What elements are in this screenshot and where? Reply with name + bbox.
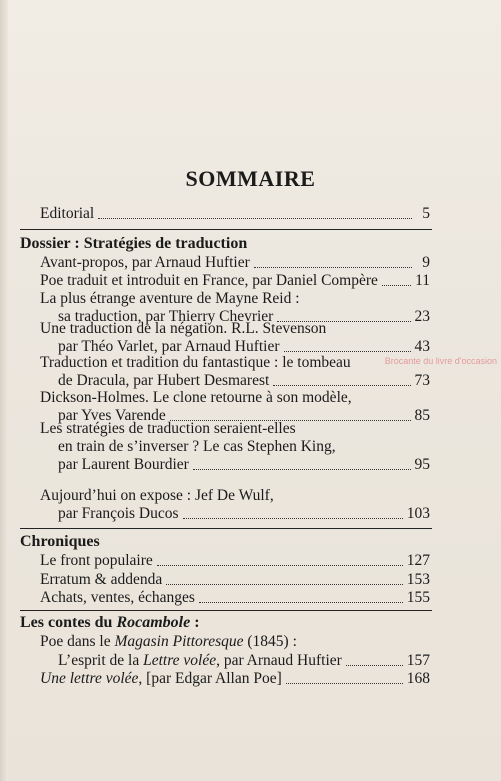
entry-text: , par Arnaud Huftier [216, 652, 342, 669]
toc-entry-expose-line1: Aujourd’hui on expose : Jef De Wulf, [40, 487, 274, 504]
section-divider [20, 528, 432, 529]
dot-leader [199, 602, 403, 603]
toc-entry-dickson-line1: Dickson-Holmes. Le clone retourne à son modèle, [40, 389, 352, 406]
toc-entry-king-line2: en train de s’inverser ? Le cas Stephen King, [58, 438, 336, 455]
toc-entry-label: Editorial [40, 205, 95, 222]
dot-leader [98, 218, 412, 219]
toc-entry-page: 5 [422, 205, 430, 222]
toc-entry-page: 11 [415, 272, 430, 289]
toc-entry-king-line1: Les stratégies de traduction seraient-elles [40, 420, 296, 437]
toc-entry-label: Achats, ventes, échanges [40, 589, 195, 606]
entry-text: (1845) : [243, 633, 297, 650]
section-heading-chroniques: Chroniques [20, 533, 100, 550]
toc-entry-label: Poe traduit et introduit en France, par Daniel Compère [40, 272, 378, 289]
watermark: Brocante du livre d'occasion [384, 356, 497, 366]
entry-italic: Magasin Pittoresque [114, 633, 244, 650]
toc-entry-page: 157 [406, 652, 430, 669]
toc-entry-esprit [58, 652, 430, 670]
entry-italic: Une lettre volée [40, 670, 139, 687]
dot-leader [273, 385, 410, 386]
heading-text: Les contes du [20, 614, 117, 631]
toc-entry-label: Erratum & addenda [40, 571, 163, 588]
section-divider [20, 610, 432, 611]
section-divider [20, 229, 432, 230]
toc-entry-poe [40, 272, 430, 290]
toc-entry-mayne-line1: La plus étrange aventure de Mayne Reid : [40, 290, 300, 307]
dot-leader [183, 518, 403, 519]
toc-entry-page: 127 [406, 552, 430, 569]
toc-entry-label [58, 652, 342, 670]
toc-entry-negation-line1: Une traduction de la négation. R.L. Stevenson [40, 320, 327, 337]
toc-entry-label: par Théo Varlet, par Arnaud Huftier [58, 338, 280, 355]
toc-entry-page: 153 [406, 571, 430, 588]
toc-entry-label: par François Ducos [58, 505, 179, 522]
toc-entry-label: par Yves Varende [58, 407, 166, 424]
toc-entry-page: 9 [422, 254, 430, 271]
dot-leader [382, 285, 411, 286]
toc-entry-label: de Dracula, par Hubert Desmarest [58, 372, 270, 389]
heading-italic: Rocambole [116, 614, 191, 631]
toc-entry-avant-propos [40, 254, 430, 272]
toc-entry-achats [40, 589, 430, 607]
dot-leader [157, 565, 403, 566]
entry-text: Poe dans le [40, 633, 115, 650]
toc-entry-expose [58, 505, 430, 523]
dot-leader [346, 665, 403, 666]
toc-entry-label: par Laurent Bourdier [58, 456, 189, 473]
page-edge-shadow [0, 0, 8, 781]
toc-entry-front-populaire [40, 552, 430, 570]
toc-entry-label [40, 670, 282, 688]
toc-entry-page: 95 [414, 456, 430, 473]
dot-leader [284, 351, 411, 352]
dot-leader [166, 584, 403, 585]
entry-text: L’esprit de la [58, 652, 144, 669]
toc-entry-erratum [40, 571, 430, 589]
toc-entry-editorial [40, 205, 430, 223]
toc-entry-lettre-volee [40, 670, 430, 688]
entry-text: , [par Edgar Allan Poe] [138, 670, 282, 687]
toc-entry-page: 168 [406, 670, 430, 687]
toc-entry-page: 155 [406, 589, 430, 606]
toc-entry-page: 73 [414, 372, 430, 389]
section-heading-dossier: Dossier : Stratégies de traduction [20, 235, 248, 252]
page-title: SOMMAIRE [185, 166, 316, 191]
toc-entry-page: 85 [414, 407, 430, 424]
section-heading-contes [20, 614, 200, 632]
entry-italic: Lettre volée [143, 652, 217, 669]
dot-leader [193, 469, 411, 470]
toc-entry-label: Avant-propos, par Arnaud Huftier [40, 254, 250, 271]
toc-entry-fantastique [58, 372, 430, 390]
toc-entry-page: 43 [414, 338, 430, 355]
toc-entry-poe-magasin-line1 [40, 633, 297, 651]
toc-entry-fantastique-line1: Traduction et tradition du fantastique : le tombeau [40, 354, 351, 371]
dot-leader [286, 683, 403, 684]
toc-entry-label: Le front populaire [40, 552, 153, 569]
toc-entry-page: 23 [414, 308, 430, 325]
toc-entry-page: 103 [406, 505, 430, 522]
dot-leader [254, 267, 412, 268]
toc-entry-king [58, 456, 430, 474]
toc-entry-label: sa traduction, par Thierry Chevrier [58, 308, 274, 325]
heading-text: : [190, 614, 200, 631]
